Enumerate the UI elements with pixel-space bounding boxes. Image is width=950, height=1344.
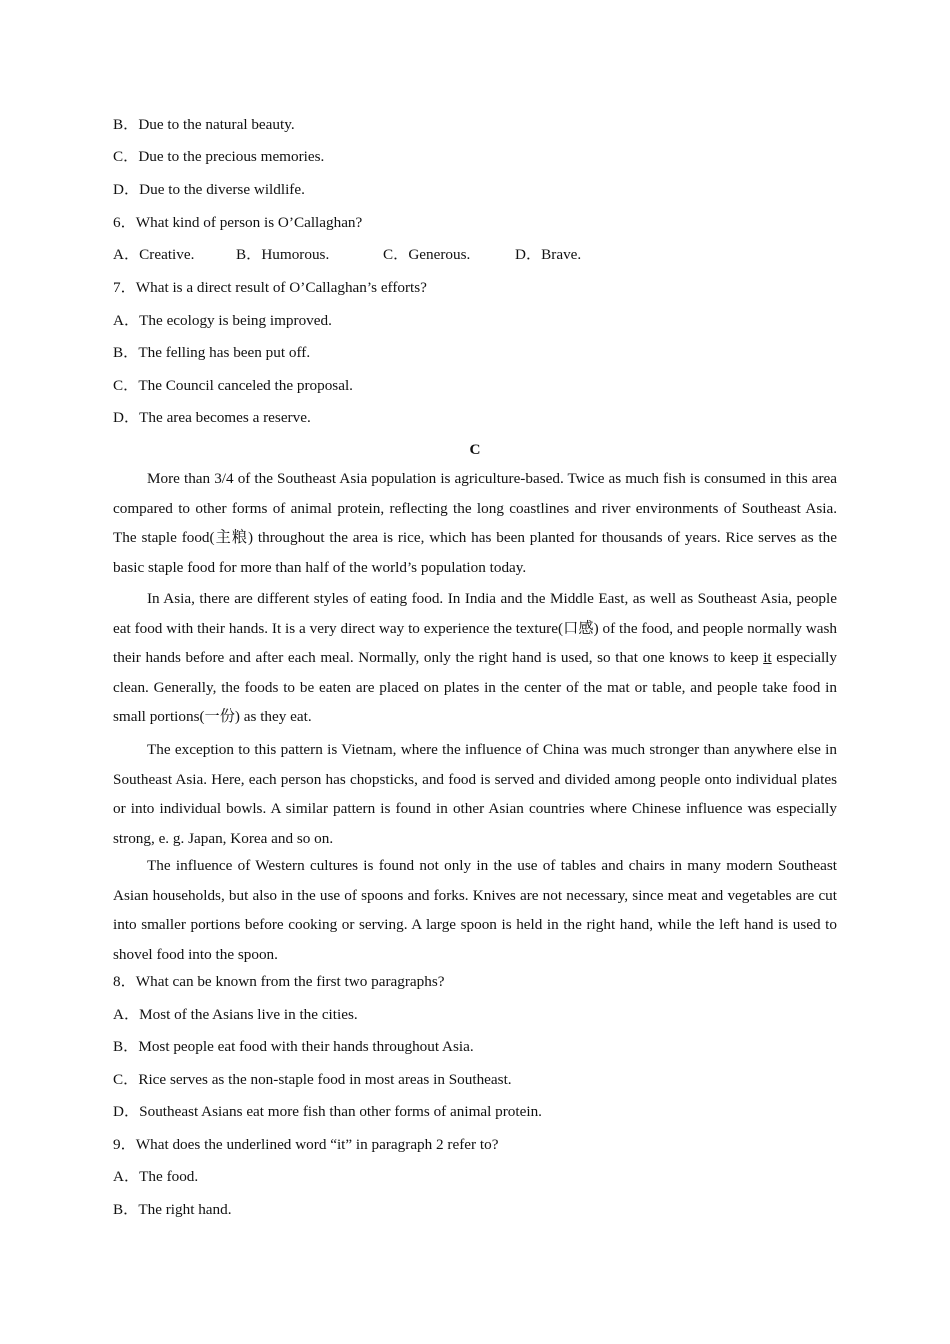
- q8-option-a: A．Most of the Asians live in the cities.: [113, 1006, 358, 1023]
- q9-question: 9．What does the underlined word “it” in paragraph 2 refer to?: [113, 1136, 499, 1153]
- q6-option-d: D．Brave.: [515, 246, 582, 263]
- section-c-heading: C: [469, 441, 481, 458]
- q6-option-b: B．Humorous.: [236, 246, 330, 263]
- passage-paragraph-3: The exception to this pattern is Vietnam, where the influence of China was much stronger than anywhere else in Southeast Asia. Here, each person has chopsticks, and food is served and divided among people onto individual plates or into individual bowls. A similar pattern is found in other Asian countries where Chinese influence was especially strong, e. g. Japan, Korea and so on.: [113, 741, 837, 847]
- q5-option-d: D．Due to the diverse wildlife.: [113, 181, 305, 198]
- q6-option-a: A．Creative.: [113, 246, 195, 263]
- q8-option-c: C．Rice serves as the non-staple food in most areas in Southeast.: [113, 1071, 512, 1088]
- q7-question: 7．What is a direct result of O’Callaghan’s efforts?: [113, 279, 427, 296]
- q6-option-c: C．Generous.: [383, 246, 471, 263]
- passage-paragraph-2: [113, 584, 837, 732]
- paragraph-2-text-before: In Asia, there are different styles of eating food. In India and the Middle East, as well as Southeast Asia, people eat food with their hands. It is a very direct way to experience the texture(口感) of the food, and people normally wash their hands before and after each meal. Normally, only the right hand is used, so that one knows to keep: [113, 590, 837, 667]
- q9-option-a: A．The food.: [113, 1168, 199, 1185]
- paragraph-2-text-after: especially clean. Generally, the foods to be eaten are placed on plates in the center of the mat or table, and people take food in small portions(一份) as they eat.: [113, 649, 837, 726]
- q7-option-a: A．The ecology is being improved.: [113, 312, 332, 329]
- q7-option-d: D．The area becomes a reserve.: [113, 409, 311, 426]
- passage-paragraph-4: The influence of Western cultures is found not only in the use of tables and chairs in many modern Southeast Asian households, but also in the use of spoons and forks. Knives are not necessary, since meat and vegetables are cut into smaller portions before cooking or serving. A large spoon is held in the right hand, while the left hand is used to shovel food into the spoon.: [113, 857, 837, 963]
- q7-option-c: C．The Council canceled the proposal.: [113, 377, 353, 394]
- passage-paragraph-1: More than 3/4 of the Southeast Asia population is agriculture-based. Twice as much fish is consumed in this area compared to other forms of animal protein, reflecting the long coastlines and river environments of Southeast Asia. The staple food(主粮) throughout the area is rice, which has been planted for thousands of years. Rice serves as the basic staple food for more than half of the world’s population today.: [113, 470, 837, 576]
- q8-option-d: D．Southeast Asians eat more fish than other forms of animal protein.: [113, 1103, 542, 1120]
- q9-option-b: B．The right hand.: [113, 1201, 232, 1218]
- q8-question: 8．What can be known from the first two paragraphs?: [113, 973, 445, 990]
- underlined-word-it: it: [763, 649, 772, 667]
- q5-option-b: B．Due to the natural beauty.: [113, 116, 295, 133]
- q8-option-b: B．Most people eat food with their hands throughout Asia.: [113, 1038, 474, 1055]
- q6-question: 6．What kind of person is O’Callaghan?: [113, 214, 363, 231]
- q6-options-row: [113, 245, 837, 265]
- q7-option-b: B．The felling has been put off.: [113, 344, 311, 361]
- q5-option-c: C．Due to the precious memories.: [113, 148, 325, 165]
